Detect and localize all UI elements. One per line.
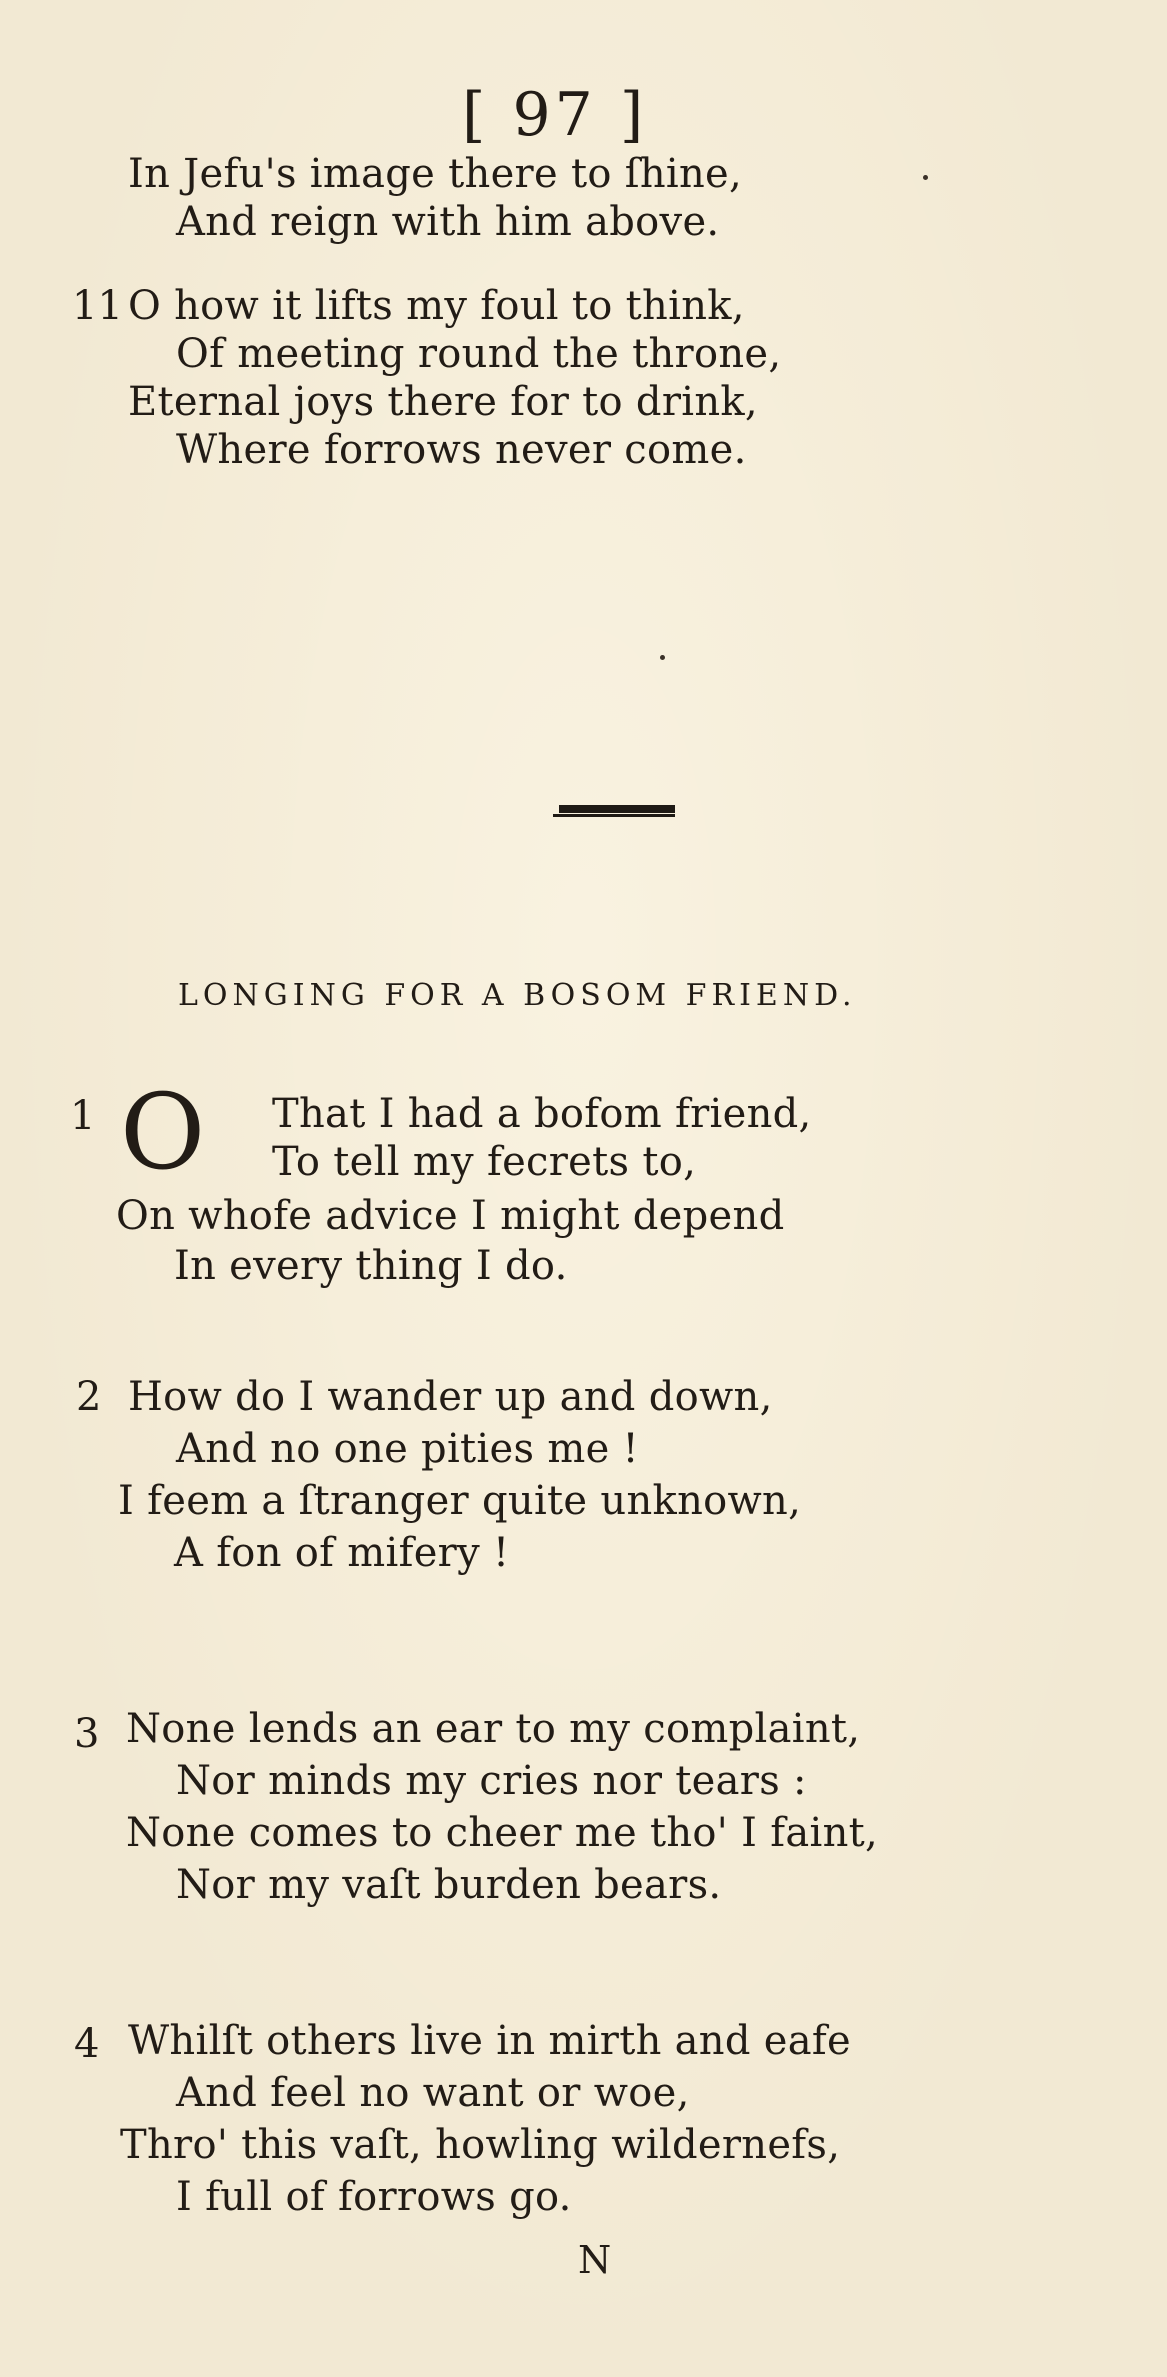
paper-speck [660,655,665,660]
stanza-number: 4 [74,2021,100,2067]
verse-line: I full of forrows go. [176,2174,572,2220]
verse-line: None lends an ear to my complaint, [126,1706,861,1752]
verse-line: Where forrows never come. [176,427,747,473]
verse-line: I feem a ſtranger quite unknown, [118,1478,802,1524]
verse-line: Eternal joys there for to drink, [128,379,758,425]
verse-line: And feel no want or woe, [176,2070,690,2116]
paper-speck [923,175,928,180]
verse-line: Nor my vaſt burden bears. [176,1862,722,1908]
verse-line: And reign with him above. [176,199,720,245]
signature-mark: N [578,2238,612,2282]
stanza-number: 11 [72,283,123,329]
verse-line: On whofe advice I might depend [116,1193,785,1239]
section-divider-underline [553,814,675,817]
verse-line: Nor minds my cries nor tears : [176,1758,807,1804]
verse-line: In every thing I do. [174,1243,568,1289]
verse-line: O how it lifts my foul to think, [128,283,745,329]
page-number-header: [ 97 ] [462,80,648,150]
hymn-title: LONGING FOR A BOSOM FRIEND. [178,978,857,1013]
verse-line: Thro' this vaſt, howling wildernefs, [120,2122,841,2168]
section-divider [559,805,675,813]
verse-line: To tell my fecrets to, [272,1139,697,1185]
verse-line: And no one pities me ! [176,1426,639,1472]
stanza-number: 1 [70,1093,96,1139]
drop-cap: O [120,1071,206,1193]
stanza-number: 2 [76,1374,102,1420]
verse-line: None comes to cheer me tho' I faint, [126,1810,879,1856]
verse-line: That I had a bofom friend, [272,1091,812,1137]
verse-line: Of meeting round the throne, [176,331,782,377]
verse-line: Whilſt others live in mirth and eafe [128,2018,851,2064]
verse-line: A fon of mifery ! [174,1530,510,1576]
verse-line: How do I wander up and down, [128,1374,773,1420]
verse-line: In Jefu's image there to ſhine, [128,151,743,197]
stanza-number: 3 [74,1711,100,1757]
